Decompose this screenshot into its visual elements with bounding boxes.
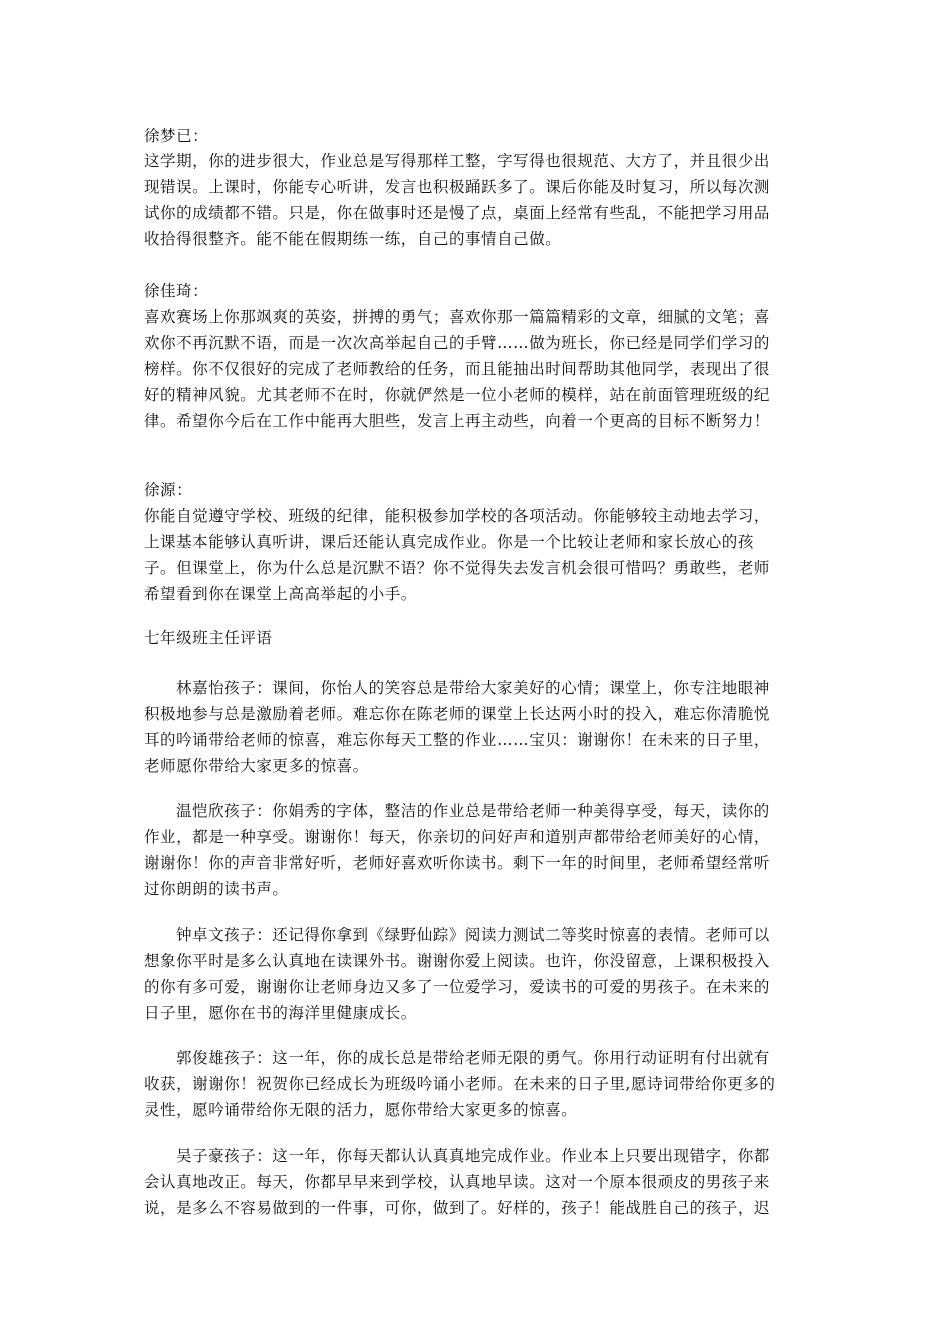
comment-line: 欢你不再沉默不语，而是一次次高举起自己的手臂……做为班长，你已经是同学们学习的 [144, 334, 770, 352]
comment-line: 过你朗朗的读书声。 [144, 880, 289, 898]
section-heading: 七年级班主任评语 [144, 629, 273, 647]
comment-line: 说，是多么不容易做到的一件事，可你，做到了。好样的，孩子！能战胜自己的孩子，迟 [144, 1199, 770, 1217]
comment-line: 现错误。上课时，你能专心听讲，发言也积极踊跃多了。课后你能及时复习，所以每次测 [144, 178, 770, 196]
comment-line: 林嘉怡孩子：课间，你怡人的笑容总是带给大家美好的心情；课堂上，你专注地眼神 [176, 679, 770, 697]
comment-line: 你能自觉遵守学校、班级的纪律，能积极参加学校的各项活动。你能够较主动地去学习， [144, 507, 770, 525]
comment-line: 谢谢你！你的声音非常好听，老师好喜欢听你读书。剩下一年的时间里，老师希望经常听 [144, 854, 770, 872]
comment-line: 温恺欣孩子：你娟秀的字体，整洁的作业总是带给老师一种美得享受，每天，读你的 [176, 802, 770, 820]
comment-line: 想象你平时是多么认真地在读课外书。谢谢你爱上阅读。也许，你没留意，上课积极投入 [144, 952, 770, 970]
comment-line: 郭俊雄孩子：这一年，你的成长总是带给老师无限的勇气。你用行动证明有付出就有 [176, 1049, 770, 1067]
comment-line: 榜样。你不仅很好的完成了老师教给的任务，而且能抽出时间帮助其他同学，表现出了很 [144, 360, 770, 378]
student-name: 徐佳琦： [144, 282, 209, 300]
comment-line: 灵性，愿吟诵带给你无限的活力，愿你带给大家更多的惊喜。 [144, 1101, 578, 1119]
comment-line: 上课基本能够认真听讲，课后还能认真完成作业。你是一个比较让老师和家长放心的孩 [144, 533, 754, 551]
comment-line: 耳的吟诵带给老师的惊喜，难忘你每天工整的作业……宝贝：谢谢你！在未来的日子里， [144, 731, 770, 749]
comment-line: 喜欢赛场上你那飒爽的英姿，拼搏的勇气；喜欢你那一篇篇精彩的文章，细腻的文笔；喜 [144, 308, 770, 326]
comment-line: 子。但课堂上，你为什么总是沉默不语？你不觉得失去发言机会很可惜吗？勇敢些，老师 [144, 559, 770, 577]
comment-line: 这学期，你的进步很大，作业总是写得那样工整，字写得也很规范、大方了，并且很少出 [144, 152, 770, 170]
comment-line: 吴子豪孩子：这一年，你每天都认认真真地完成作业。作业本上只要出现错字，你都 [176, 1147, 770, 1165]
student-name: 徐梦已： [144, 127, 209, 145]
comment-line: 的你有多可爱，谢谢你让老师身边又多了一位爱学习，爱读书的可爱的男孩子。在未来的 [144, 978, 770, 996]
comment-line: 日子里，愿你在书的海洋里健康成长。 [144, 1004, 417, 1022]
comment-line: 积极地参与总是激励着老师。难忘你在陈老师的课堂上长达两小时的投入，难忘你清脆悦 [144, 705, 770, 723]
comment-line: 收拾得很整齐。能不能在假期练一练，自己的事情自己做。 [144, 230, 562, 248]
comment-line: 作业，都是一种享受。谢谢你！每天，你亲切的问好声和道别声都带给老师美好的心情， [144, 828, 770, 846]
comment-line: 收获，谢谢你！祝贺你已经成长为班级吟诵小老师。在未来的日子里,愿诗词带给你更多的 [144, 1075, 776, 1093]
comment-line: 老师愿你带给大家更多的惊喜。 [144, 757, 369, 775]
comment-line: 希望看到你在课堂上高高举起的小手。 [144, 585, 417, 603]
comment-line: 会认真地改正。每天，你都早早来到学校，认真地早读。这对一个原本很顽皮的男孩子来 [144, 1173, 770, 1191]
comment-line: 律。希望你今后在工作中能再大胆些，发言上再主动些，向着一个更高的目标不断努力！ [144, 412, 770, 430]
comment-line: 好的精神风貌。尤其老师不在时，你就俨然是一位小老师的模样，站在前面管理班级的纪 [144, 386, 770, 404]
student-name: 徐源： [144, 481, 193, 499]
comment-line: 试你的成绩都不错。只是，你在做事时还是慢了点，桌面上经常有些乱，不能把学习用品 [144, 204, 770, 222]
comment-line: 钟卓文孩子：还记得你拿到《绿野仙踪》阅读力测试二等奖时惊喜的表情。老师可以 [176, 926, 770, 944]
